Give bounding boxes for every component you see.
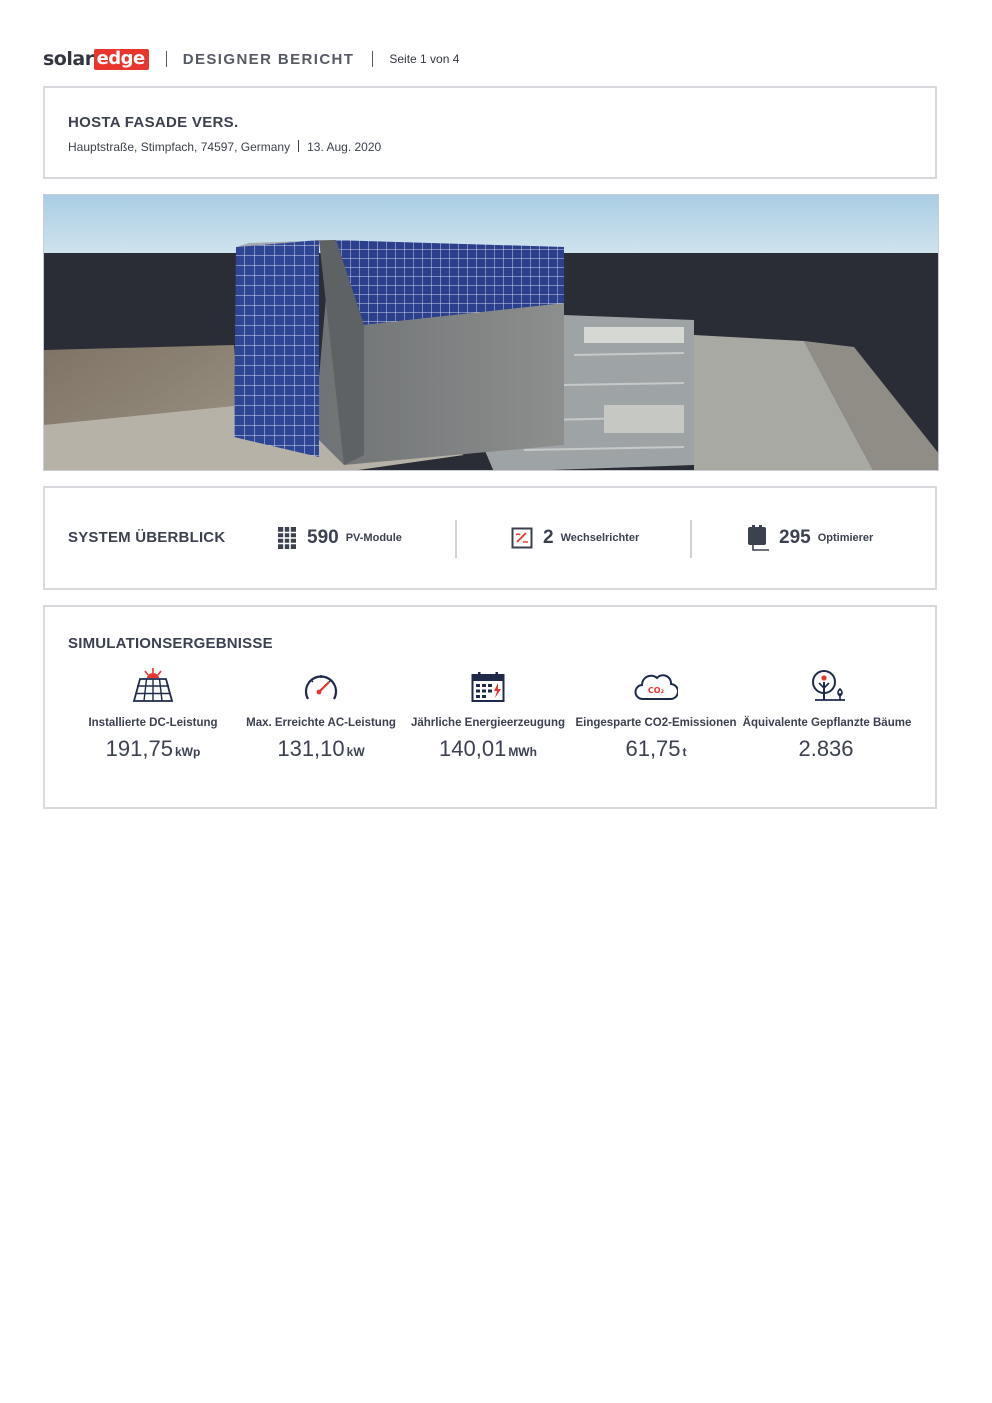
result-dc-power — [68, 667, 238, 762]
inverter-icon — [511, 527, 533, 549]
result-co2-savings — [571, 667, 741, 762]
overview-label: SYSTEM ÜBERBLICK — [68, 529, 226, 546]
project-info-panel — [43, 86, 937, 179]
stat-divider — [455, 520, 457, 558]
result-label: Äquivalente Gepflanzte Bäume — [742, 716, 912, 729]
result-value: 2.836 — [798, 736, 854, 761]
result-annual-energy — [403, 667, 573, 762]
result-value: 131,10 kW — [277, 736, 365, 761]
result-label: Eingesparte CO2-Emissionen — [575, 716, 737, 729]
page-indicator: Seite 1 von 4 — [389, 52, 460, 66]
header-divider — [166, 51, 167, 67]
co2-cloud-icon — [634, 671, 678, 703]
inverters-label: Wechselrichter — [560, 532, 640, 544]
result-value: 140,01 MWh — [439, 736, 537, 761]
result-value: 191,75 kWp — [105, 736, 201, 761]
modules-label: PV-Module — [345, 532, 402, 544]
solar-module-icon — [277, 526, 297, 550]
inverters-count: 2 — [543, 527, 554, 548]
result-label: Installierte DC-Leistung — [88, 716, 218, 729]
calendar-icon — [471, 671, 505, 703]
result-trees — [742, 667, 912, 762]
simulation-results-panel — [43, 605, 937, 809]
modules-count: 590 — [307, 527, 339, 548]
inverters-stat — [511, 522, 639, 554]
report-title: DESIGNER BERICHT — [182, 50, 355, 68]
system-overview-panel — [43, 486, 937, 590]
svg-text:CO₂: CO₂ — [647, 686, 665, 695]
simulation-label: SIMULATIONSERGEBNISSE — [68, 635, 273, 652]
modules-stat — [277, 522, 402, 554]
project-subtitle — [68, 140, 381, 154]
solar-panel-sun-icon — [131, 667, 175, 703]
subtitle-divider — [298, 140, 299, 152]
header-divider — [372, 51, 373, 67]
optimizers-label: Optimierer — [817, 532, 874, 544]
building-render-image — [44, 195, 939, 471]
result-label: Jährliche Energieerzeugung — [410, 716, 565, 729]
report-header — [43, 46, 459, 72]
result-ac-power — [236, 667, 406, 762]
result-label: Max. Erreichte AC-Leistung — [246, 716, 396, 729]
stat-divider — [690, 520, 692, 558]
tree-icon — [807, 669, 847, 703]
optimizers-count: 295 — [779, 527, 811, 548]
site-3d-render — [43, 194, 939, 471]
optimizer-icon — [747, 524, 769, 552]
project-date: 13. Aug. 2020 — [307, 140, 382, 154]
gauge-icon — [303, 671, 339, 703]
optimizers-stat — [747, 522, 873, 554]
project-address: Hauptstraße, Stimpfach, 74597, Germany — [68, 140, 291, 154]
solaredge-logo: solar edge — [43, 48, 149, 70]
project-name: HOSTA FASADE VERS. — [68, 114, 239, 131]
result-value: 61,75 t — [625, 736, 687, 761]
